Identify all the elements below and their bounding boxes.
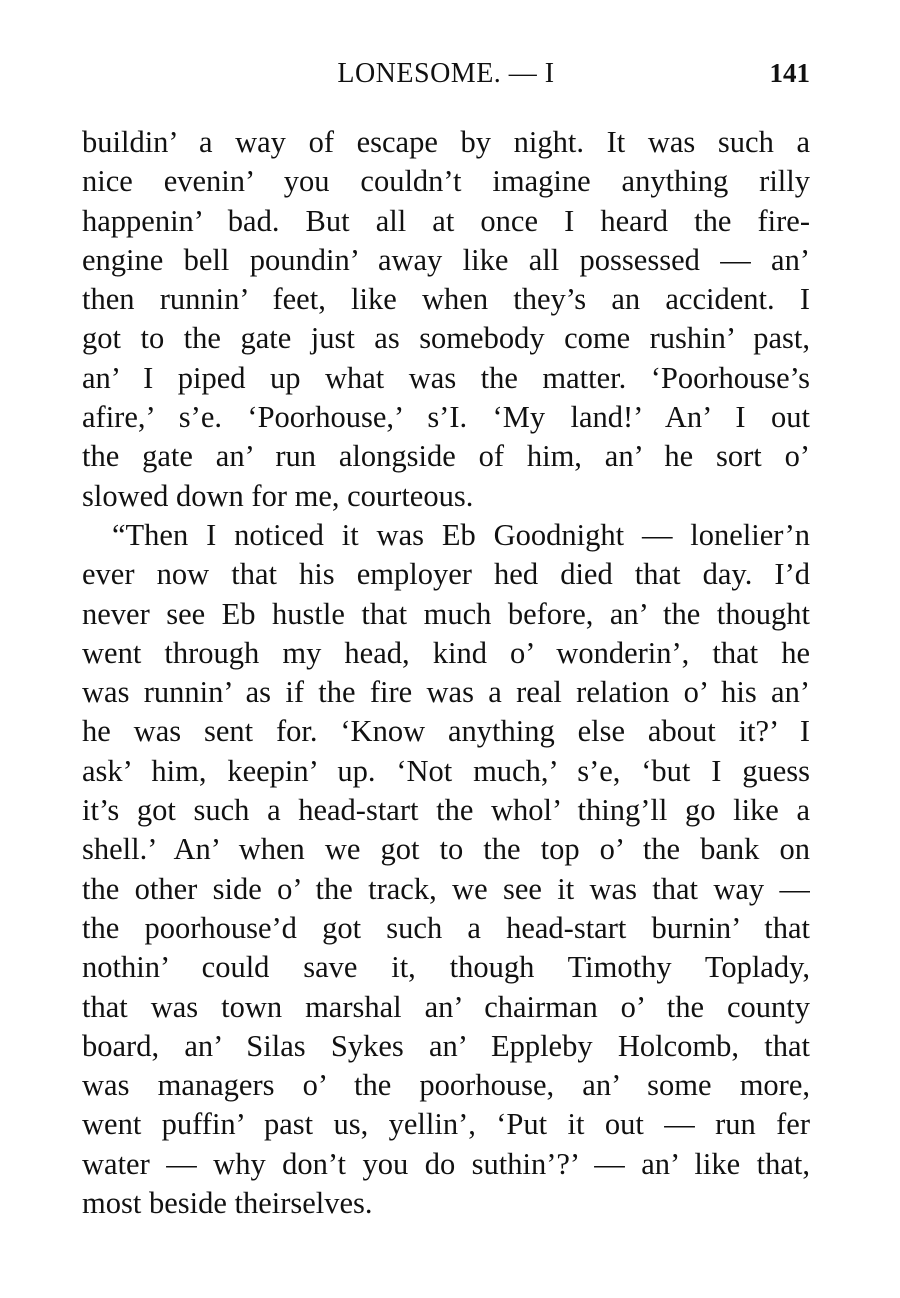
paragraph-1 bbox=[82, 123, 810, 516]
text-line: got to the gate just as somebody come rushin’ past, bbox=[82, 321, 810, 356]
text-line: then runnin’ feet, like when they’s an accident. I bbox=[82, 282, 810, 317]
text-line: the poorhouse’d got such a head-start burnin’ that bbox=[82, 910, 810, 945]
running-title: LONESOME. — I bbox=[337, 58, 555, 89]
text-line: buildin’ a way of escape by night. It was such a bbox=[82, 125, 810, 159]
text-line: most beside theirselves. bbox=[82, 1186, 373, 1221]
text-line: the other side o’ the track, we see it was that way — bbox=[82, 871, 810, 906]
text-line: an’ I piped up what was the matter. ‘Poorhouse’s bbox=[82, 360, 810, 395]
text-line: shell.’ An’ when we got to the top o’ the bank on bbox=[82, 832, 810, 867]
text-line: he was sent for. ‘Know anything else about it?’ I bbox=[82, 714, 810, 749]
text-line: ever now that his employer hed died that day. I’d bbox=[82, 557, 810, 592]
text-line: “Then I noticed it was Eb Goodnight — lonelier’n bbox=[112, 517, 810, 552]
text-line: board, an’ Silas Sykes an’ Eppleby Holcomb, that bbox=[82, 1028, 810, 1063]
text-line: nothin’ could save it, though Timothy Toplady, bbox=[82, 950, 810, 985]
text-line: it’s got such a head-start the whol’ thing’ll go like a bbox=[82, 793, 810, 828]
text-line: went puffin’ past us, yellin’, ‘Put it out — run fer bbox=[82, 1107, 810, 1142]
text-line: went through my head, kind o’ wonderin’, that he bbox=[82, 635, 810, 670]
text-line: afire,’ s’e. ‘Poorhouse,’ s’I. ‘My land!’ An’ I out bbox=[82, 400, 810, 435]
running-head bbox=[82, 58, 810, 98]
text-line: never see Eb hustle that much before, an’ the thought bbox=[82, 596, 810, 631]
text-line: happenin’ bad. But all at once I heard the fire- bbox=[82, 203, 810, 238]
body-text bbox=[82, 123, 810, 1223]
page-number: 141 bbox=[769, 58, 810, 88]
text-line: slowed down for me, courteous. bbox=[82, 478, 474, 513]
text-line: was managers o’ the poorhouse, an’ some more, bbox=[82, 1068, 810, 1103]
text-line: was runnin’ as if the fire was a real relation o’ his an’ bbox=[82, 675, 810, 710]
text-line: the gate an’ run alongside of him, an’ he sort o’ bbox=[82, 439, 810, 474]
text-line: engine bell poundin’ away like all possessed — an’ bbox=[82, 242, 810, 277]
text-line: nice evenin’ you couldn’t imagine anything rilly bbox=[82, 164, 810, 199]
text-line: water — why don’t you do suthin’?’ — an’ like that, bbox=[82, 1146, 810, 1181]
paragraph-2 bbox=[82, 516, 810, 1223]
text-line: that was town marshal an’ chairman o’ the county bbox=[82, 989, 810, 1024]
text-line: ask’ him, keepin’ up. ‘Not much,’ s’e, ‘but I guess bbox=[82, 753, 810, 788]
